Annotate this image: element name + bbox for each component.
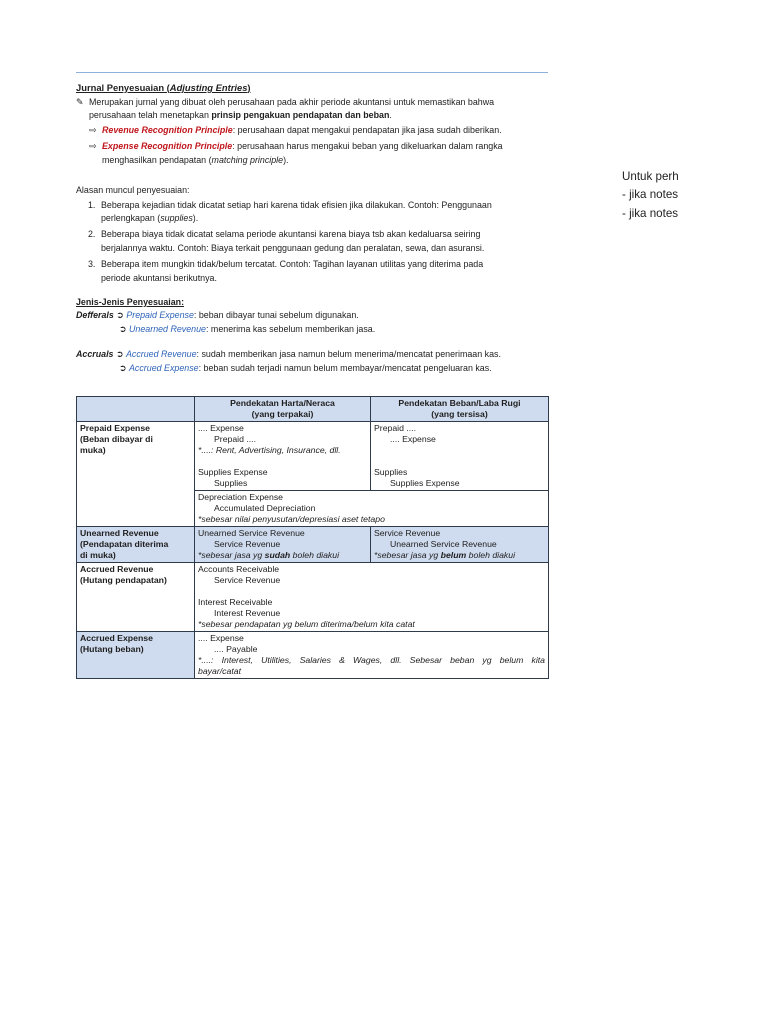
expense-principle-line-1: ⇨ Expense Recognition Principle: perusahaan harus mengakui beban yang dikeluarkan dalam rangka	[89, 141, 503, 151]
row-label-accrued-revenue: Accrued Revenue (Hutang pendapatan)	[77, 563, 195, 632]
intro-line-1: ✎ Merupakan jurnal yang dibuat oleh perusahaan pada akhir periode akuntansi untuk memastikan bahwa	[76, 97, 495, 107]
expense-principle-line-2: menghasilkan pendapatan (matching principle).	[102, 155, 289, 165]
title-text: Jurnal Penyesuaian (	[76, 82, 170, 93]
circle-arrow-icon: ➲	[119, 324, 127, 334]
row-label-prepaid-expense: Prepaid Expense (Beban dibayar di muka)	[77, 422, 195, 527]
accrued-revenue-entry: Accounts Receivable Service Revenue Interest Receivable Interest Revenue *sebesar pendapatan yg belum diterima/belum kita catat	[195, 563, 549, 632]
table-header-balance-approach: Pendekatan Harta/Neraca (yang terpakai)	[195, 397, 371, 422]
reason-item-2-line-1: 2. Beberapa biaya tidak dicatat selama periode akuntansi karena biaya tsb akan kedaluarsa seiring	[88, 229, 481, 239]
table-header-row	[77, 397, 549, 422]
reason-item-3-line-1: 3. Beberapa item mungkin tidak/belum tercatat. Contoh: Tagihan layanan utilitas yang diterima pada	[88, 259, 484, 269]
depreciation-entry: Depreciation Expense Accumulated Depreciation *sebesar nilai penyusutan/depresiasi aset tetapo	[195, 491, 549, 527]
table-header-expense-approach: Pendekatan Beban/Laba Rugi (yang tersisa)	[371, 397, 549, 422]
prepaid-expense-approach: Prepaid .... .... Expense Supplies Supplies Expense	[371, 422, 549, 491]
accruals-row-2: ➲ Accrued Expense: beban sudah terjadi namun belum membayar/mencatat pengeluaran kas.	[119, 363, 492, 373]
row-label-accrued-expense: Accrued Expense (Hutang beban)	[77, 632, 195, 679]
deferrals-label: Defferals	[76, 310, 114, 320]
arrow-right-icon: ⇨	[89, 141, 97, 151]
circle-arrow-icon: ➲	[115, 349, 124, 359]
unearned-balance-approach: Unearned Service Revenue Service Revenue *sebesar jasa yg sudah boleh diakui	[195, 527, 371, 563]
circle-arrow-icon: ➲	[116, 310, 124, 320]
deferrals-row-2: ➲ Unearned Revenue: menerima kas sebelum memberikan jasa.	[119, 324, 376, 334]
side-note-line-3: - jika notes	[622, 207, 679, 220]
reasons-heading: Alasan muncul penyesuaian:	[76, 185, 190, 195]
circle-arrow-icon: ➲	[119, 363, 127, 373]
table-row-unearned-revenue	[77, 527, 549, 563]
adjusting-entries-table	[76, 396, 549, 679]
unearned-expense-approach: Service Revenue Unearned Service Revenue *sebesar jasa yg belum boleh diakui	[371, 527, 549, 563]
table-header-empty	[77, 397, 195, 422]
prepaid-balance-approach: .... Expense Prepaid .... *....: Rent, Advertising, Insurance, dll. Supplies Expense Supplies	[195, 422, 371, 491]
accruals-label: Accruals	[76, 349, 114, 359]
side-note-line-1: Untuk perh	[622, 170, 679, 183]
reason-item-1-line-1: 1. Beberapa kejadian tidak dicatat setiap hari karena tidak efisien jika dilakukan. Contoh: Penggunaan	[88, 200, 492, 210]
reason-item-3-line-2: periode akuntansi berikutnya.	[101, 273, 217, 283]
arrow-right-icon: ⇨	[89, 125, 97, 135]
reason-item-1-line-2: perlengkapan (supplies).	[101, 213, 199, 223]
section-title	[76, 82, 556, 93]
accrued-expense-entry: .... Expense .... Payable *....: Interest, Utilities, Salaries & Wages, dll. Sebesar beban yg belum kita bayar/catat	[195, 632, 549, 679]
table-row-accrued-revenue	[77, 563, 549, 632]
reason-item-2-line-2: berjalannya waktu. Contoh: Biaya terkait penggunaan gedung dan peralatan, sewa, dan asuransi.	[101, 243, 485, 253]
side-note-line-2: - jika notes	[622, 188, 679, 201]
accruals-row-1: Accruals ➲ Accrued Revenue: sudah memberikan jasa namun belum menerima/mencatat penerimaan kas.	[76, 349, 501, 359]
title-suffix: )	[247, 82, 251, 93]
header-rule	[76, 72, 548, 73]
row-label-unearned-revenue: Unearned Revenue (Pendapatan diterima di muka)	[77, 527, 195, 563]
deferrals-row-1: Defferals ➲ Prepaid Expense: beban dibayar tunai sebelum digunakan.	[76, 310, 359, 320]
types-heading: Jenis-Jenis Penyesuaian:	[76, 297, 185, 307]
revenue-principle: ⇨ Revenue Recognition Principle: perusahaan dapat mengakui pendapatan jika jasa sudah diberikan.	[89, 125, 502, 135]
title-italic: Adjusting Entries	[169, 82, 248, 93]
table-row-accrued-expense	[77, 632, 549, 679]
intro-line-2: perusahaan telah menetapkan prinsip pengakuan pendapatan dan beban.	[89, 110, 392, 120]
table-row-prepaid-expense	[77, 422, 549, 491]
pencil-bullet-icon: ✎	[76, 97, 84, 107]
